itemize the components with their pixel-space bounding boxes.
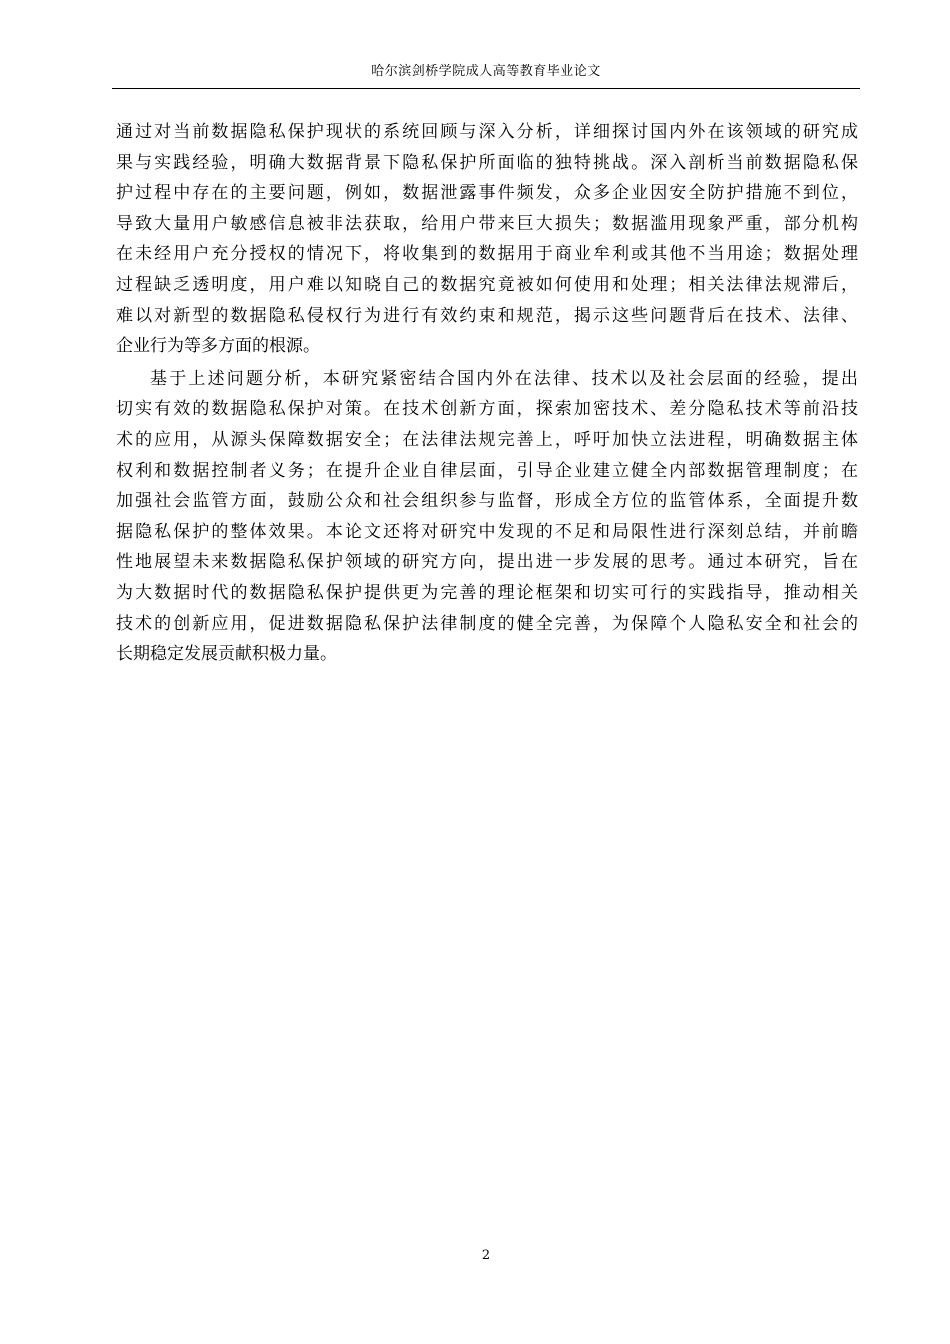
body-text bbox=[116, 117, 858, 670]
text-line: 难以对新型的数据隐私侵权行为进行有效约束和规范，揭示这些问题背后在技术、法律、 bbox=[116, 305, 858, 326]
header-rule bbox=[112, 88, 860, 89]
text-line: 在未经用户充分授权的情况下，将收集到的数据用于商业牟利或其他不当用途；数据处理 bbox=[116, 244, 858, 265]
paragraph-1 bbox=[116, 117, 858, 362]
text-line: 加强社会监管方面，鼓励公众和社会组织参与监督，形成全方位的监管体系，全面提升数 bbox=[116, 491, 858, 512]
text-line: 长期稳定发展贡献积极力量。 bbox=[116, 644, 337, 665]
text-line: 权利和数据控制者义务；在提升企业自律层面，引导企业建立健全内部数据管理制度；在 bbox=[116, 460, 858, 481]
text-line: 过程缺乏透明度，用户难以知晓自己的数据究竟被如何使用和处理；相关法律法规滞后， bbox=[116, 274, 858, 295]
page-number: 2 bbox=[481, 1248, 491, 1263]
text-line: 技术的创新应用，促进数据隐私保护法律制度的健全完善，为保障个人隐私安全和社会的 bbox=[116, 613, 858, 634]
paragraph-2 bbox=[116, 364, 858, 670]
text-line: 护过程中存在的主要问题，例如，数据泄露事件频发，众多企业因安全防护措施不到位， bbox=[116, 183, 858, 204]
text-line: 性地展望未来数据隐私保护领域的研究方向，提出进一步发展的思考。通过本研究，旨在 bbox=[116, 552, 858, 573]
text-line: 切实有效的数据隐私保护对策。在技术创新方面，探索加密技术、差分隐私技术等前沿技 bbox=[116, 399, 858, 420]
text-line: 导致大量用户敏感信息被非法获取，给用户带来巨大损失；数据滥用现象严重，部分机构 bbox=[116, 213, 858, 234]
text-line: 通过对当前数据隐私保护现状的系统回顾与深入分析，详细探讨国内外在该领域的研究成 bbox=[116, 122, 858, 142]
text-line: 基于上述问题分析，本研究紧密结合国内外在法律、技术以及社会层面的经验，提出 bbox=[150, 368, 858, 389]
text-line: 企业行为等多方面的根源。 bbox=[116, 336, 320, 357]
text-line: 为大数据时代的数据隐私保护提供更为完善的理论框架和切实可行的实践指导，推动相关 bbox=[116, 582, 858, 603]
text-line: 果与实践经验，明确大数据背景下隐私保护所面临的独特挑战。深入剖析当前数据隐私保 bbox=[116, 152, 858, 173]
text-line: 据隐私保护的整体效果。本论文还将对研究中发现的不足和局限性进行深刻总结，并前瞻 bbox=[116, 521, 858, 542]
page-header: 哈尔滨剑桥学院成人高等教育毕业论文 bbox=[371, 64, 601, 79]
text-line: 术的应用，从源头保障数据安全；在法律法规完善上，呼吁加快立法进程，明确数据主体 bbox=[116, 429, 858, 450]
